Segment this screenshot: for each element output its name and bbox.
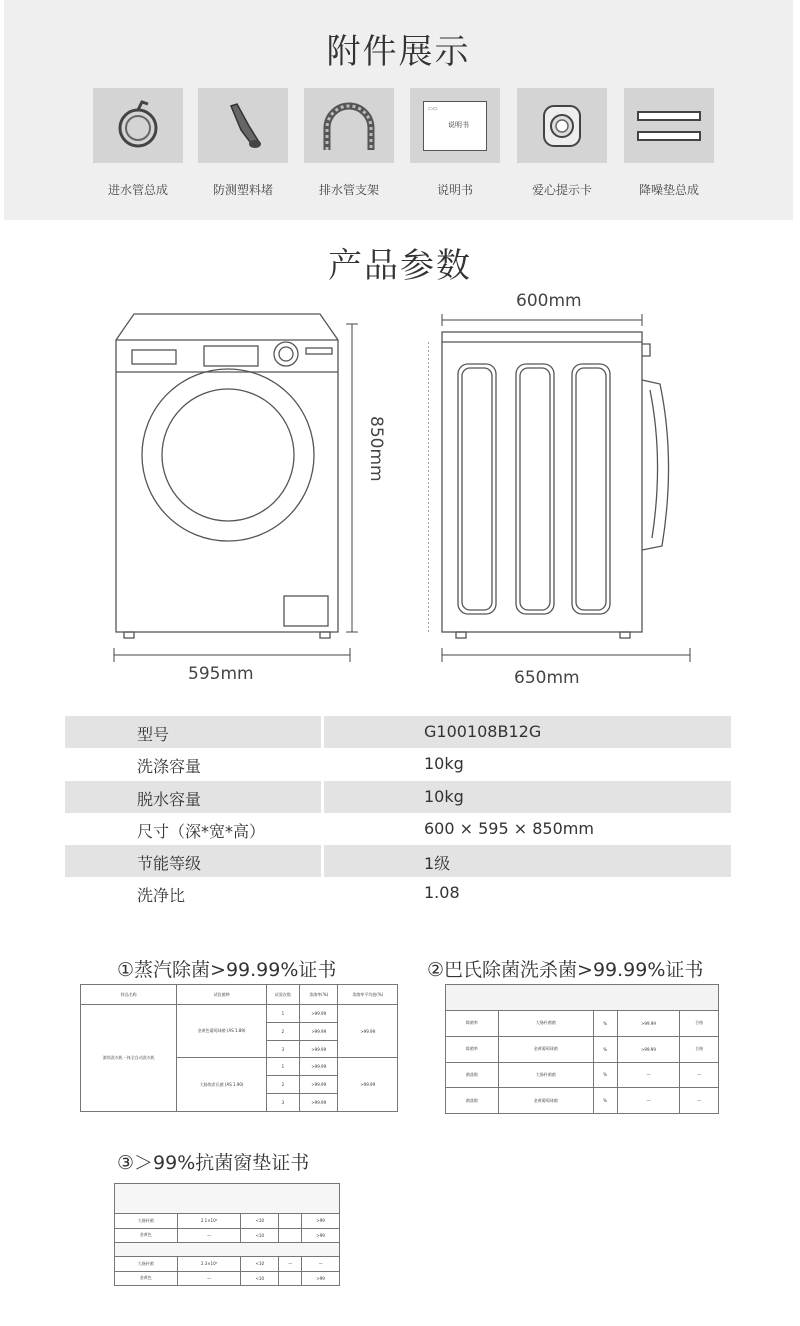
cert1-header: 试验次数 (266, 985, 299, 1005)
cert3-cell: >99 (302, 1214, 340, 1229)
cert1-header: 样品名称 (81, 985, 177, 1005)
accessory-label-3: 排水管支架 (318, 183, 379, 197)
params-title: 产品参数 (328, 246, 472, 286)
cert2-cell: % (593, 1088, 617, 1114)
cert3-cell: — (177, 1271, 241, 1286)
cert1-cell: 2 (266, 1076, 299, 1094)
cert2-cell: >99.99 (617, 1036, 680, 1062)
spec-value: 1级 (424, 854, 451, 873)
spec-value: 10kg (424, 754, 464, 773)
cert2-cell: 合格 (680, 1036, 719, 1062)
cert2-cell: 除菌率 (446, 1011, 499, 1037)
cert-title-1: ①蒸汽除菌>99.99%证书 (117, 959, 337, 981)
cert2-cell: — (617, 1062, 680, 1088)
hose-icon (93, 88, 183, 163)
cert3-cell: 2.1×10⁶ (177, 1214, 241, 1229)
cert-title-3: ③＞99%抗菌窗垫证书 (117, 1152, 310, 1174)
cert2-cell: 除菌率 (446, 1036, 499, 1062)
cert3-cell: 2.3×10⁶ (177, 1257, 241, 1272)
cert3-cell: >99 (302, 1228, 340, 1243)
cert2-cell: 大肠杆菌菌 (498, 1062, 593, 1088)
drain-bracket-icon (304, 88, 394, 163)
cert1-avg: >99.99 (338, 1005, 398, 1058)
cert-table-2 (445, 984, 719, 1114)
accessories-title: 附件展示 (326, 32, 471, 72)
cert-table-3 (114, 1183, 340, 1286)
accessory-label-1: 进水管总成 (107, 183, 168, 197)
cert3-cell (279, 1214, 302, 1229)
cert1-cell: >99.99 (300, 1040, 338, 1058)
cert1-header: 杀菌率平均值(%) (338, 985, 398, 1005)
cert2-cell: — (680, 1062, 719, 1088)
washer-front-diagram (108, 310, 368, 665)
cert2-cell: — (617, 1088, 680, 1114)
noise-pad-icon (624, 88, 714, 163)
spec-value: 10kg (424, 787, 464, 806)
cert2-cell: % (593, 1062, 617, 1088)
spec-key: 脱水容量 (137, 790, 202, 809)
washer-side-diagram (428, 310, 700, 665)
cert3-cell: <10 (241, 1271, 279, 1286)
spec-key: 洗涤容量 (137, 757, 202, 776)
dimension-width: 595mm (188, 664, 254, 684)
cert-table-1 (80, 984, 398, 1112)
cert3-cell: 金黄色 (115, 1228, 178, 1243)
cert1-cell: 1 (266, 1005, 299, 1023)
cert3-cell: 大肠杆菌 (115, 1214, 178, 1229)
spec-value: 1.08 (424, 883, 460, 902)
accessory-label-6: 降噪垫总成 (638, 183, 699, 197)
tip-card-icon (517, 88, 607, 163)
accessory-label-5: 爱心提示卡 (531, 183, 592, 197)
dimension-height: 850mm (366, 416, 386, 482)
cert-title-2: ②巴氏除菌洗杀菌>99.99%证书 (427, 959, 704, 981)
cert1-cell: 3 (266, 1040, 299, 1058)
cert1-cell: 1 (266, 1058, 299, 1076)
accessory-label-4: 说明书 (436, 183, 473, 197)
cert3-cell: 大肠杆菌 (115, 1257, 178, 1272)
cert3-cell: 金黄色 (115, 1271, 178, 1286)
cert3-cell (279, 1228, 302, 1243)
cert1-avg: >99.99 (338, 1058, 398, 1112)
accessory-label-2: 防测塑料堵 (212, 183, 273, 197)
dimension-top: 600mm (516, 291, 582, 311)
spec-row (65, 877, 731, 909)
cert1-header: 杀菌率(%) (300, 985, 338, 1005)
cert3-cell: <10 (241, 1214, 279, 1229)
manual-icon: ▭▭ 说明书 (410, 88, 500, 163)
dimension-depth: 650mm (514, 668, 580, 688)
cert2-cell: 金黄葡萄球菌 (498, 1088, 593, 1114)
plastic-plug-icon (198, 88, 288, 163)
cert3-cell: <10 (241, 1257, 279, 1272)
cert1-cell: >99.99 (300, 1058, 338, 1076)
cert2-cell: — (680, 1088, 719, 1114)
cert1-strain: 大肠埃希氏菌 (AS 1.90) (177, 1058, 266, 1112)
cert1-cell: >99.99 (300, 1005, 338, 1023)
spec-row (65, 781, 731, 813)
cert1-cell: >99.99 (300, 1022, 338, 1040)
cert1-cell: 3 (266, 1094, 299, 1112)
cert3-cell: <10 (241, 1228, 279, 1243)
spec-key: 尺寸（深*宽*高） (137, 822, 266, 841)
spec-value: G100108B12G (424, 722, 542, 741)
spec-key: 洗净比 (137, 886, 186, 905)
cert1-header: 试验菌种 (177, 985, 266, 1005)
spec-key: 型号 (137, 725, 170, 744)
cert2-cell: >99.99 (617, 1011, 680, 1037)
cert1-cell: >99.99 (300, 1076, 338, 1094)
cert1-cell: 2 (266, 1022, 299, 1040)
cert2-cell: % (593, 1036, 617, 1062)
spec-row (65, 845, 731, 877)
spec-key: 节能等级 (137, 854, 202, 873)
cert3-cell: — (302, 1257, 340, 1272)
spec-row (65, 813, 731, 845)
spec-row (65, 716, 731, 748)
cert1-sample: 滚筒洗衣机一体全自动洗衣机 (81, 1005, 177, 1112)
accessories-section (4, 0, 793, 220)
cert1-strain: 金黄色葡萄球菌 (AS 1.89) (177, 1005, 266, 1058)
cert3-cell: >99 (302, 1271, 340, 1286)
cert3-cell: — (177, 1228, 241, 1243)
cert1-cell: >99.99 (300, 1094, 338, 1112)
cert2-cell: 金黄葡萄球菌 (498, 1036, 593, 1062)
spec-row (65, 748, 731, 780)
cert3-cell (279, 1271, 302, 1286)
spec-value: 600 × 595 × 850mm (424, 819, 594, 838)
manual-cover-text: 说明书 (448, 120, 469, 129)
cert2-cell: 菌落数 (446, 1088, 499, 1114)
cert2-cell: 大肠杆菌菌 (498, 1011, 593, 1037)
cert2-cell: 菌落数 (446, 1062, 499, 1088)
cert2-cell: % (593, 1011, 617, 1037)
cert2-cell: 合格 (680, 1011, 719, 1037)
cert3-cell: — (279, 1257, 302, 1272)
